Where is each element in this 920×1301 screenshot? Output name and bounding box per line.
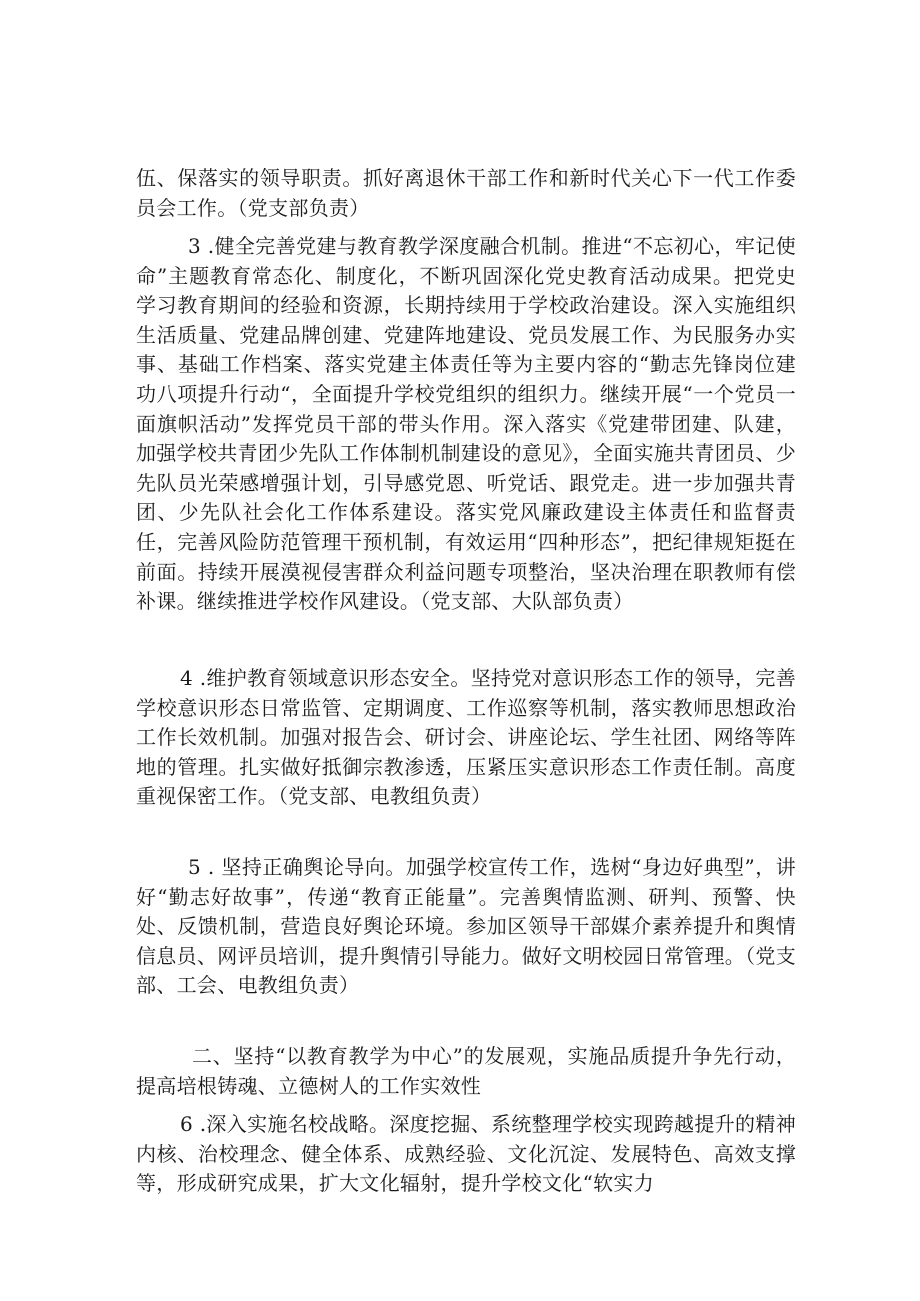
section-heading-two: 二、坚持“以教育教学为中心”的发展观，实施品质提升争先行动，提高培根铸魂、立德树人的工作实效性 <box>136 1044 796 1098</box>
paragraph-item-5: 5 . 坚持正确舆论导向。加强学校宣传工作，选树“身边好典型”，讲好“勤志好故事”，传递“教育正能量”。完善舆情监测、研判、预警、快处、反馈机制，营造良好舆论环境。参加区领导干部媒介素养提升和舆情信息员、网评员培训，提升舆情引导能力。做好文明校园日常管理。（党支部、工会、电教组负责） <box>136 855 796 998</box>
paragraph-item-6: 6 .深入实施名校战略。深度挖掘、系统整理学校实现跨越提升的精神内核、治校理念、健全体系、成熟经验、文化沉淀、发展特色、高效支撑等，形成研究成果，扩大文化辐射，提升学校文化“软实力 <box>136 1112 796 1196</box>
paragraph-continuation: 伍、保落实的领导职责。抓好离退休干部工作和新时代关心下一代工作委员会工作。（党支部负责） <box>136 166 796 220</box>
paragraph-item-3: 3 .健全完善党建与教育教学深度融合机制。推进“不忘初心，牢记使命”主题教育常态化、制度化，不断巩固深化党史教育活动成果。把党史学习教育期间的经验和资源，长期持续用于学校政治建设。深入实施组织生活质量、党建品牌创建、党建阵地建设、党员发展工作、为民服务办实事、基础工作档案、落实党建主体责任等为主要内容的“勤志先锋岗位建功八项提升行动“，全面提升学校党组织的组织力。继续开展“一个党员一面旗帜活动”发挥党员干部的带头作用。深入落实《党建带团建、队建，加强学校共青团少先队工作体制机制建设的意见》，全面实施共青团员、少先队员光荣感增强计划，引导感党恩、听党话、跟党走。进一步加强共青团、少先队社会化工作体系建设。落实党风廉政建设主体责任和监督责任，完善风险防范管理干预机制，有效运用“四种形态”，把纪律规矩挺在前面。持续开展漠视侵害群众利益问题专项整治，坚决治理在职教师有偿补课。继续推进学校作风建设。（党支部、大队部负责） <box>136 234 796 614</box>
paragraph-item-4: 4 .维护教育领域意识形态安全。坚持党对意识形态工作的领导，完善学校意识形态日常监管、定期调度、工作巡察等机制，落实教师思想政治工作长效机制。加强对报告会、研讨会、讲座论坛、学生社团、网络等阵地的管理。扎实做好抵御宗教渗透，压紧压实意识形态工作责任制。高度重视保密工作。（党支部、电教组负责） <box>136 666 796 809</box>
